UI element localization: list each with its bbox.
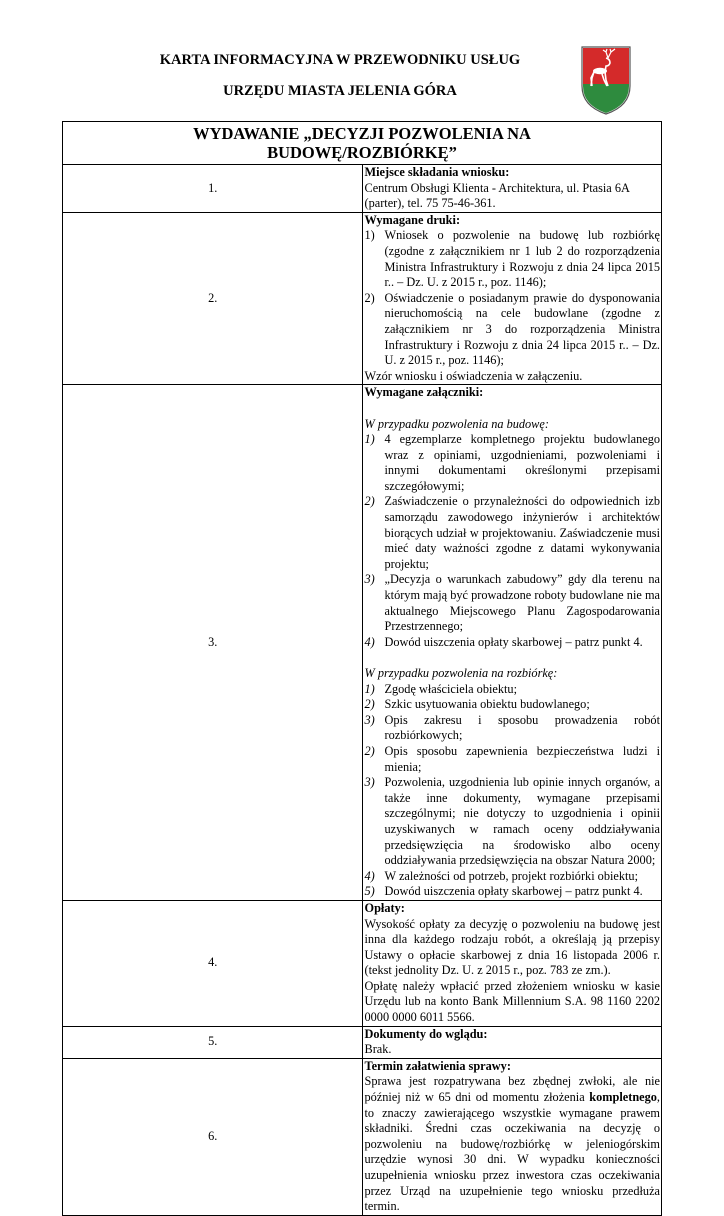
row-number: 1. — [63, 165, 363, 213]
row-footer: Wzór wniosku i oświadczenia w załączeniu. — [364, 368, 583, 383]
item-number: 2) — [364, 697, 375, 712]
row-content — [362, 1026, 662, 1058]
card-title — [63, 122, 662, 165]
item-text: Pozwolenia, uzgodnienia lub opinie innych organów, a także inne dokumenty, wymagane przepisami szczególnymi; nie dotyczy to uzgodnienia i opinii uzyskiwanych w ramach oceny oddziaływania przedsięwzięcia na środowisko albo oceny oddziaływania przedsięwzięcia na obszar Natura 2000; — [384, 775, 660, 868]
info-card-table — [62, 121, 662, 1216]
item-number: 1) — [364, 228, 375, 243]
row-label: Wymagane druki: — [364, 212, 461, 227]
forms-list — [365, 228, 661, 368]
row-required-attachments — [63, 385, 662, 901]
item-text: Szkic usytuowania obiektu budowlanego; — [384, 697, 590, 712]
list-item — [365, 291, 661, 369]
row-content — [362, 212, 662, 385]
row-deadline — [63, 1058, 662, 1215]
row-number: 5. — [63, 1026, 363, 1058]
item-number: 2) — [364, 743, 375, 758]
building-attachments-list — [365, 432, 661, 650]
row-required-forms — [63, 212, 662, 385]
list-item — [365, 682, 661, 698]
fees-paragraph-2: Opłatę należy wpłacić przed złożeniem wniosku w kasie Urzędu lub na konto Bank Millennium S.A. 98 1160 2202 0000 0000 6011 5566. — [364, 978, 660, 1025]
row-content — [362, 385, 662, 901]
deadline-text-1: Sprawa jest rozpatrywana bez zbędnej zwłoki, ale nie później niż w 65 dni od momentu złożenia — [364, 1074, 660, 1105]
item-number: 3) — [364, 712, 375, 727]
demolition-attachments-list — [365, 682, 661, 900]
row-location — [63, 165, 662, 213]
list-item — [365, 744, 661, 775]
item-number: 2) — [364, 290, 375, 305]
header-line-2: URZĘDU MIASTA JELENIA GÓRA — [223, 83, 457, 99]
row-label: Termin załatwienia sprawy: — [364, 1058, 511, 1073]
fees-paragraph-1: Wysokość opłaty za decyzję o pozwoleniu na budowę jest inna dla każdego rodzaju robót, a określają ją przepisy Ustawy o opłacie skarbowej z dnia 16 listopada 2006 r. (tekst jednolity Dz. U. z 2015 r., poz. 783 ze zm.). — [364, 916, 660, 978]
item-text: Dowód uiszczenia opłaty skarbowej – patrz punkt 4. — [384, 634, 643, 649]
row-label: Miejsce składania wniosku: — [364, 165, 510, 179]
deadline-text-2: , to znaczy zawierającego wszystkie wymagane prawem składniki. Średni czas oczekiwania na decyzję o pozwoleniu na budowę/rozbiórkę w jeleniogórskim urzędzie wynosi 30 dni. W wypadku konieczności uzupełnienia wniosku przez inwestora czas oczekiwania przez Urząd na uzupełnienie tego wniosku przedłuża termin. — [364, 1090, 660, 1214]
header-line-1: KARTA INFORMACYJNA W PRZEWODNIKU USŁUG — [159, 52, 521, 68]
row-content — [362, 900, 662, 1026]
item-number: 1) — [364, 432, 375, 447]
item-text: W zależności od potrzeb, projekt rozbiórki obiektu; — [384, 868, 638, 883]
item-text: Zaświadczenie o przynależności do odpowiednich izb samorządu zawodowego inżynierów i architektów biorących udział w projektowaniu. Zaświadczenie musi mieć daty ważności zgodne z datami wykonywania projektu; — [384, 494, 660, 571]
list-item — [365, 432, 661, 494]
row-content — [362, 1058, 662, 1215]
list-item — [365, 697, 661, 713]
item-number: 4) — [364, 868, 375, 883]
list-item — [365, 869, 661, 885]
list-item — [365, 713, 661, 744]
row-content — [362, 165, 662, 213]
list-item — [365, 572, 661, 634]
item-text: Dowód uiszczenia opłaty skarbowej – patrz punkt 4. — [384, 884, 643, 899]
row-number: 6. — [63, 1058, 363, 1215]
item-number: 2) — [364, 494, 375, 509]
item-text: Wniosek o pozwolenie na budowę lub rozbiórkę (zgodne z załącznikiem nr 1 lub 2 do rozporządzenia Ministra Infrastruktury i Rozwoju z dnia 24 lipca 2015 r.. – Dz. U. z 2015 r., poz. 1146); — [384, 228, 660, 290]
item-text: „Decyzja o warunkach zabudowy” gdy dla terenu na którym mają być prowadzone roboty budowlane nie ma aktualnego Miejscowego Planu Zagospodarowania Przestrzennego; — [384, 572, 660, 634]
card-title-line-1: WYDAWANIE „DECYZJI POZWOLENIA NA — [193, 124, 531, 143]
row-text: Centrum Obsługi Klienta - Architektura, ul. Ptasia 6A (parter), tel. 75 75-46-361. — [364, 180, 630, 211]
row-number: 4. — [63, 900, 363, 1026]
item-number: 5) — [364, 884, 375, 899]
subheading-building: W przypadku pozwolenia na budowę: — [364, 416, 549, 431]
item-number: 4) — [364, 634, 375, 649]
coat-of-arms-icon — [580, 44, 632, 116]
deadline-text-bold: kompletnego — [589, 1090, 657, 1105]
list-item — [365, 494, 661, 572]
list-item — [365, 228, 661, 290]
row-number: 2. — [63, 212, 363, 385]
item-text: Opis sposobu zapewnienia bezpieczeństwa ludzi i mienia; — [384, 743, 660, 774]
subheading-demolition: W przypadku pozwolenia na rozbiórkę: — [364, 666, 558, 680]
row-documents — [63, 1026, 662, 1058]
row-label: Wymagane załączniki: — [364, 385, 484, 400]
row-number: 3. — [63, 385, 363, 901]
item-number: 1) — [364, 681, 375, 696]
row-fees — [63, 900, 662, 1026]
item-text: Oświadczenie o posiadanym prawie do dysponowania nieruchomością na cele budowlane (zgodne z załącznikiem nr 3 do rozporządzenia Ministra Infrastruktury i Rozwoju z dnia 24 lipca 2015 r.. – Dz. U. z 2015 r., poz. 1146); — [384, 290, 660, 368]
card-title-line-2: BUDOWĘ/ROZBIÓRKĘ” — [267, 143, 457, 162]
list-item — [365, 635, 661, 651]
list-item — [365, 775, 661, 869]
item-text: Zgodę właściciela obiektu; — [384, 681, 517, 696]
row-label: Opłaty: — [364, 900, 405, 915]
item-number: 3) — [364, 572, 375, 587]
item-text: 4 egzemplarze kompletnego projektu budowlanego wraz z opiniami, uzgodnieniami, pozwoleniami i innymi dokumentami określonymi przepisami szczegółowymi; — [384, 432, 660, 493]
row-label: Dokumenty do wglądu: — [364, 1026, 488, 1041]
list-item — [365, 884, 661, 900]
row-text: Brak. — [364, 1042, 392, 1057]
deadline-paragraph — [365, 1074, 661, 1214]
item-number: 3) — [364, 775, 375, 790]
item-text: Opis zakresu i sposobu prowadzenia robót rozbiórkowych; — [384, 712, 660, 743]
